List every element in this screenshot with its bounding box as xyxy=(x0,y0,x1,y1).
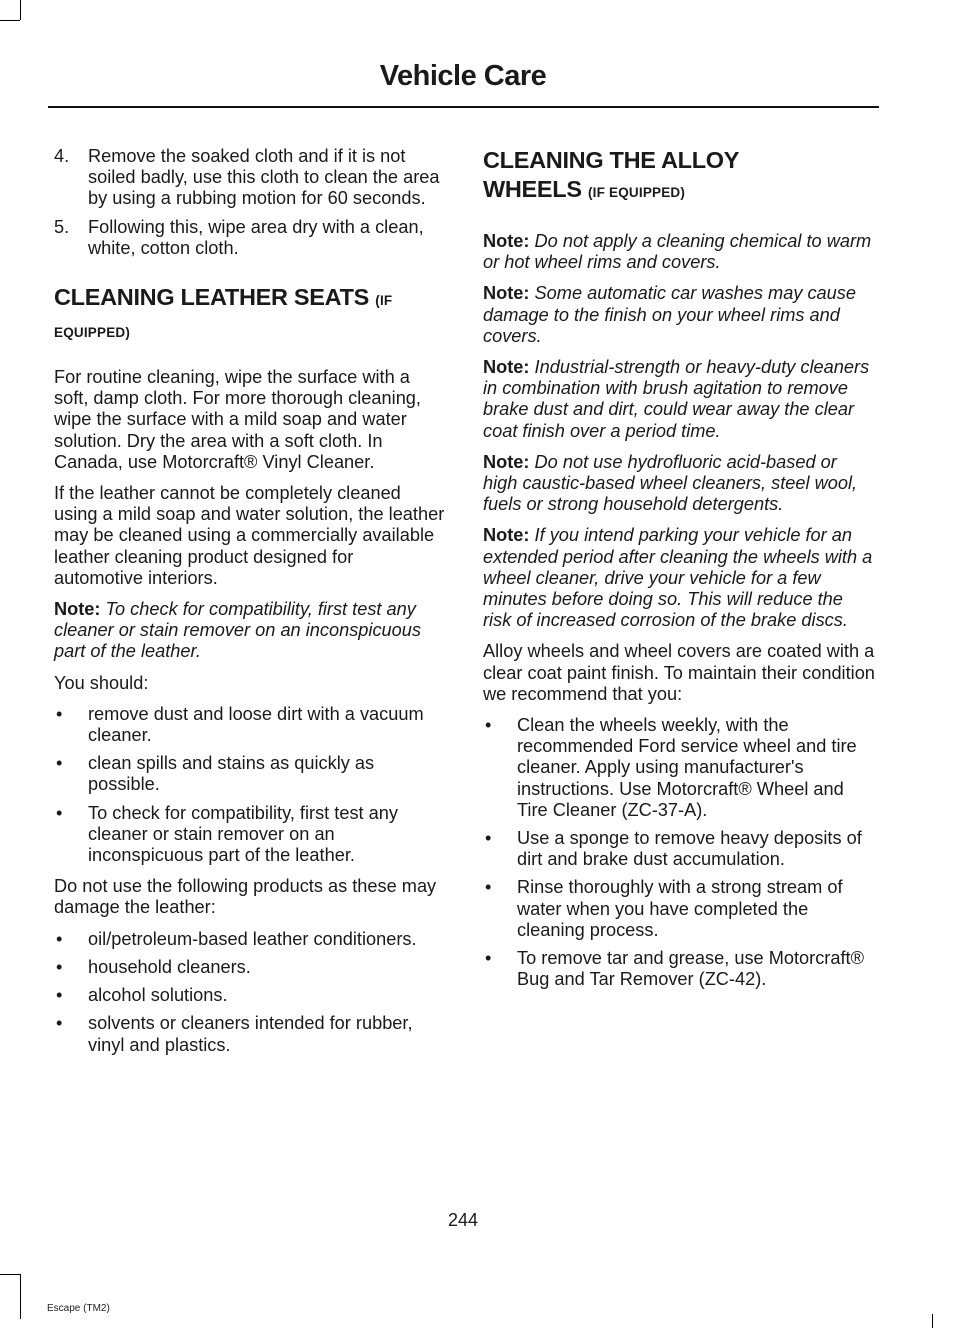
page-number: 244 xyxy=(447,1210,479,1230)
note: Note: Some automatic car washes may cause damage to the finish on your wheel rims and covers. xyxy=(483,283,856,346)
list-item: • Rinse thoroughly with a strong stream of water when you have completed the cleaning process. xyxy=(485,877,843,940)
crop-mark xyxy=(20,1274,21,1319)
note: Note: Do not use hydrofluoric acid-based or high caustic-based wheel cleaners, steel wool, fuels or strong household detergents. xyxy=(483,451,858,515)
wheel-care-list xyxy=(483,715,875,990)
bullet: • xyxy=(56,703,63,724)
list-item: • alcohol solutions. xyxy=(56,985,228,1006)
bullet: • xyxy=(485,948,492,969)
bullet: • xyxy=(56,802,63,823)
bullet: • xyxy=(56,956,63,977)
steps-list xyxy=(54,146,446,259)
list-item: • oil/petroleum-based leather conditioners. xyxy=(56,928,417,949)
section-heading-leather: CLEANING LEATHER SEATS (IF EQUIPPED) xyxy=(54,284,393,341)
list-item: • Clean the wheels weekly, with the recommended Ford service wheel and tire cleaner. Apply using manufacturer's instructions. Use Motorcraft® Wheel and Tire Cleaner (ZC-37-A). xyxy=(485,715,857,820)
crop-mark xyxy=(932,1314,933,1328)
crop-mark xyxy=(0,1274,20,1275)
bullet: • xyxy=(56,928,63,949)
list-item: • To check for compatibility, first test any cleaner or stain remover on an inconspicuous part of the leather. xyxy=(56,802,398,866)
bullet: • xyxy=(56,753,63,774)
list-item: • clean spills and stains as quickly as possible. xyxy=(56,753,375,795)
note: Note: Do not apply a cleaning chemical to warm or hot wheel rims and covers. xyxy=(483,231,872,273)
paragraph: Do not use the following products as these may damage the leather: xyxy=(54,876,437,918)
bullet: • xyxy=(56,1013,63,1034)
left-column xyxy=(54,146,446,1066)
footer-model: Escape (TM2) xyxy=(47,1303,110,1314)
list-item: • To remove tar and grease, use Motorcraft® Bug and Tar Remover (ZC-42). xyxy=(485,948,864,990)
list-item: • remove dust and loose dirt with a vacuum cleaner. xyxy=(56,703,424,746)
note: Note: To check for compatibility, first test any cleaner or stain remover on an inconspicuous part of the leather. xyxy=(54,599,421,662)
bullet: • xyxy=(56,985,63,1006)
page-title: Vehicle Care xyxy=(379,60,547,92)
paragraph: If the leather cannot be completely cleaned using a mild soap and water solution, the leather may be cleaned using a commercially available leather cleaning product designed for automotive interiors. xyxy=(54,483,445,588)
should-list xyxy=(54,704,446,866)
donot-list xyxy=(54,929,446,1056)
list-item: • Use a sponge to remove heavy deposits of dirt and brake dust accumulation. xyxy=(485,828,862,870)
paragraph: For routine cleaning, wipe the surface with a soft, damp cloth. For more thorough cleaning, wipe the surface with a mild soap and water solution. Dry the area with a soft cloth. In Canada, use Motorcraft® Vinyl Cleaner. xyxy=(54,367,421,472)
paragraph: You should: xyxy=(54,672,149,693)
section-heading-alloy-wheels: CLEANING THE ALLOY WHEELS (IF EQUIPPED) xyxy=(483,147,740,202)
list-item: • household cleaners. xyxy=(56,956,251,977)
crop-mark xyxy=(0,20,20,21)
crop-mark xyxy=(20,0,21,20)
bullet: • xyxy=(485,828,492,849)
list-item: 5. Following this, wipe area dry with a clean, white, cotton cloth. xyxy=(54,216,424,258)
list-item: 4. Remove the soaked cloth and if it is not soiled badly, use this cloth to clean the area by using a rubbing motion for 60 seconds. xyxy=(54,146,440,209)
note: Note: Industrial-strength or heavy-duty cleaners in combination with brush agitation to remove brake dust and dirt, could wear away the clear coat finish over a period time. xyxy=(483,357,870,441)
header-divider xyxy=(48,106,879,108)
list-item: • solvents or cleaners intended for rubber, vinyl and plastics. xyxy=(56,1013,413,1055)
right-column xyxy=(483,146,875,1001)
bullet: • xyxy=(485,715,492,736)
paragraph: Alloy wheels and wheel covers are coated with a clear coat paint finish. To maintain their condition we recommend that you: xyxy=(483,641,875,704)
bullet: • xyxy=(485,877,492,898)
note: Note: If you intend parking your vehicle for an extended period after cleaning the wheels with a wheel cleaner, drive your vehicle for a few minutes before doing so. This will reduce the risk of increased corrosion of the brake discs. xyxy=(483,525,873,631)
